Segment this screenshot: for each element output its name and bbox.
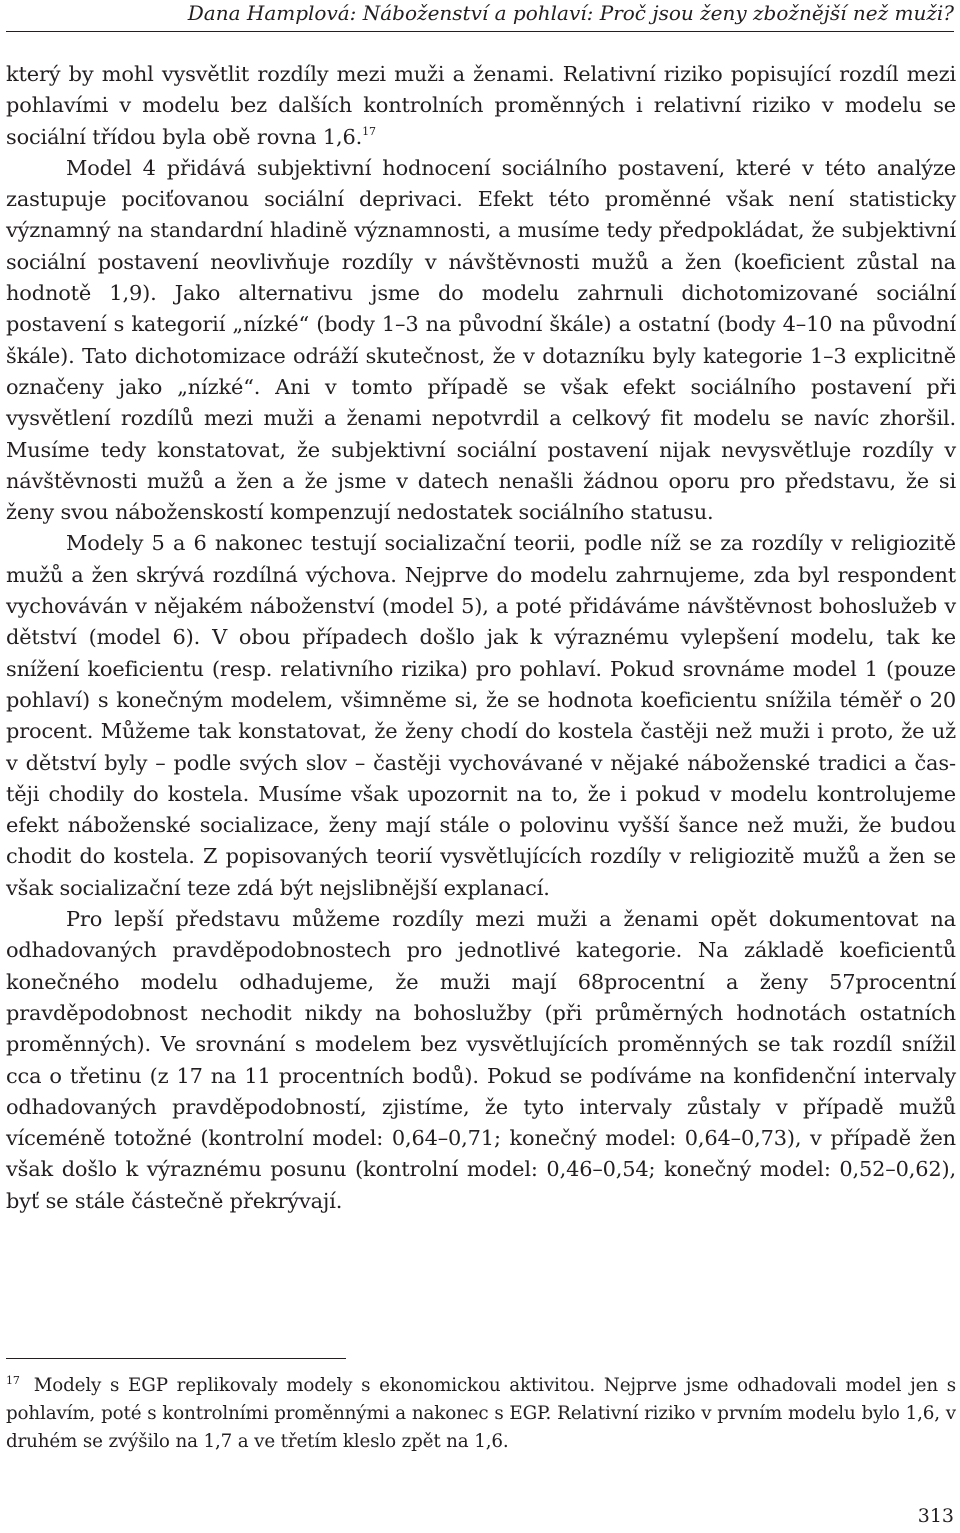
footnote-number: 17	[6, 1374, 20, 1387]
body-text	[6, 59, 956, 1217]
paragraph-1	[6, 59, 956, 153]
paragraph-3: Modely 5 a 6 nakonec testují socializační teorii, podle níž se za rozdíly v religiozitě mužů a žen skrývá rozdílná výchova. Nejprve do modelu zahrnujeme, zda byl respondent vychováván v nějakém náboženství (model 5), a poté přidáváme návštěvnost bohoslužeb v dětství (model 6). V obou případech došlo jak k výraznému vylepšení modelu, tak ke snížení koeficientu (resp. relativního rizika) pro pohlaví. Pokud srovnáme model 1 (pouze pohlaví) s konečným modelem, všimněme si, že se hodnota koeficientu snížila téměř o 20 procent. Můžeme tak konstatovat, že ženy chodí do kostela častěji než muži i proto, že už v dětství byly – podle svých slov – častěji vychovávané v nějaké náboženské tradici a častěji chodily do kostela. Musíme však upozornit na to, že i pokud v modelu kontrolujeme efekt náboženské socializace, ženy mají stále o polovinu vyšší šance než muži, že budou chodit do kostela. Z popisovaných teorií vysvětlujících rozdíly v religiozitě mužů a žen se však socializační teze zdá být nejslibnější explanací.	[6, 531, 956, 900]
footnote-text: Modely s EGP replikovaly modely s ekonomickou aktivitou. Nejprve jsme odhadovali model jen s pohlavím, poté s kontrolními proměnnými a nakonec s EGP. Relativní riziko v prvním modelu bylo 1,6, v druhém se zvýšilo na 1,7 a ve třetím kleslo zpět na 1,6.	[6, 1375, 956, 1452]
page-number: 313	[917, 1505, 954, 1527]
footnote-rule	[6, 1358, 346, 1359]
paragraph-1-text: který by mohl vysvětlit rozdíly mezi muži a ženami. Relativní riziko popisující rozdíl mezi pohlavími v modelu bez dalších kontrolních proměnných i relativní riziko v modelu se sociální třídou byla obě rovna 1,6.	[6, 62, 956, 149]
paragraph-2: Model 4 přidává subjektivní hodnocení sociálního postavení, které v této analýze zastupuje pociťovanou sociální deprivaci. Efekt této proměnné však není statisticky významný na standardní hladině významnosti, a musíme tedy předpokládat, že subjektivní sociální postavení neovlivňuje rozdíly v návštěvnosti mužů a žen (koeficient zůstal na hodnotě 1,9). Jako alternativu jsme do modelu zahrnuli dichotomizované sociální postavení s kategorií „nízké“ (body 1–3 na původní škále) a ostatní (body 4–10 na původní škále). Tato dichotomizace odráží skutečnost, že v dotazníku byly kategorie 1–3 explicitně označeny jako „nízké“. Ani v tomto případě se však efekt sociálního postavení při vysvětlení rozdílů mezi muži a ženami nepotvrdil a celkový fit modelu se navíc zhoršil. Musíme tedy konstatovat, že subjektivní sociální postavení nijak nevysvětluje rozdíly v návštěvnosti mužů a žen a že jsme v datech nenašli žádnou oporu pro představu, že si ženy svou náboženskostí kompenzují nedostatek sociálního statusu.	[6, 155, 956, 525]
header-rule	[6, 31, 954, 32]
footnote-reference[interactable]: 17	[362, 124, 376, 138]
footnote	[6, 1372, 956, 1456]
paragraph-4: Pro lepší představu můžeme rozdíly mezi muži a ženami opět dokumentovat na odhadovaných pravděpodobnostech pro jednotlivé kategorie. Na základě koeficientů konečného modelu odhadujeme, že muži mají 68procentní a ženy 57procentní pravděpodobnost nechodit nikdy na bohoslužby (při průměrných hodnotách ostatních proměnných). Ve srovnání s modelem bez vysvětlujících proměnných se tak rozdíl snížil cca o třetinu (z 17 na 11 procentních bodů). Pokud se podíváme na konfidenční intervaly odhadovaných pravděpodobností, zjistíme, že tyto intervaly zůstaly v případě mužů víceméně totožné (kontrolní model: 0,64–0,71; konečný model: 0,64–0,73), v případě žen však došlo k výraznému posunu (kontrolní model: 0,46–0,54; konečný model: 0,52–0,62), byť se stále částečně překrývají.	[6, 907, 956, 1213]
running-header: Dana Hamplová: Náboženství a pohlaví: Proč jsou ženy zbožnější než muži?	[187, 1, 954, 25]
